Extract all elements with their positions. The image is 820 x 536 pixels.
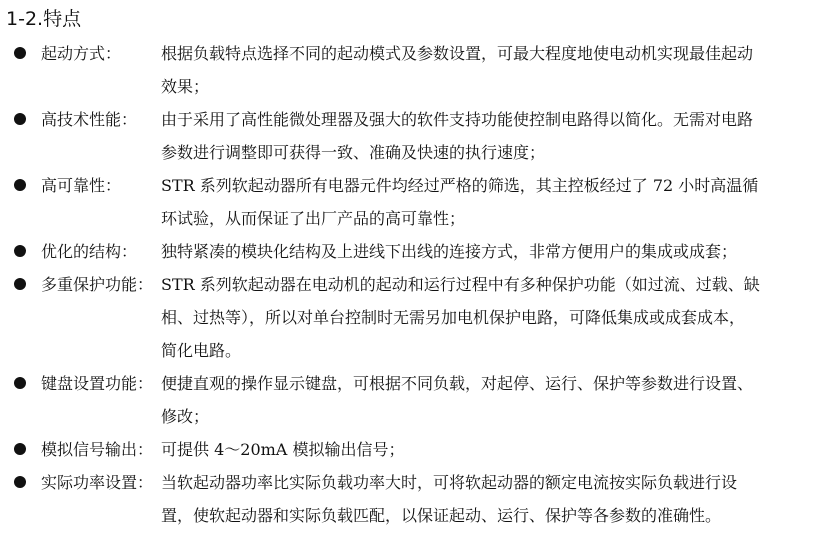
feature-description-line: 置，使软起动器和实际负载匹配，以保证起动、运行、保护等各参数的准确性。 — [161, 506, 722, 525]
feature-label: 多重保护功能： — [41, 275, 154, 294]
feature-description-line: 环试验，从而保证了出厂产品的高可靠性； — [161, 209, 466, 228]
feature-description-line: 可提供 4～20mA 模拟输出信号； — [161, 440, 405, 459]
feature-description — [161, 268, 811, 367]
feature-description-line: 便捷直观的操作显示键盘，可根据不同负载，对起停、运行、保护等参数进行设置、 — [161, 374, 754, 393]
feature-description — [161, 103, 811, 169]
feature-description — [161, 37, 811, 103]
feature-label: 实际功率设置： — [41, 473, 154, 492]
section-heading: 1-2.特点 — [6, 8, 82, 30]
bullet-icon — [14, 443, 26, 455]
feature-description-line: 简化电路。 — [161, 341, 242, 360]
feature-label: 键盘设置功能： — [41, 374, 154, 393]
feature-description-line: 当软起动器功率比实际负载功率大时，可将软起动器的额定电流按实际负载进行设 — [161, 473, 738, 492]
feature-description-line: STR 系列软起动器所有电器元件均经过严格的筛选，其主控板经过了 72 小时高温循 — [161, 176, 759, 195]
feature-description — [161, 433, 811, 466]
feature-label: 优化的结构： — [41, 242, 138, 261]
feature-description — [161, 466, 811, 532]
feature-description-line: 根据负载特点选择不同的起动模式及参数设置，可最大程度地使电动机实现最佳起动 — [161, 44, 754, 63]
feature-description — [161, 169, 811, 235]
feature-description-line: 相、过热等），所以对单台控制时无需另加电机保护电路，可降低集成或成套成本， — [161, 308, 746, 327]
feature-description-line: 效果； — [161, 77, 210, 96]
feature-label: 模拟信号输出： — [41, 440, 154, 459]
feature-description-line: STR 系列软起动器在电动机的起动和运行过程中有多种保护功能（如过流、过载、缺 — [161, 275, 760, 294]
bullet-icon — [14, 47, 26, 59]
feature-description-line: 修改； — [161, 407, 210, 426]
feature-description-line: 由于采用了高性能微处理器及强大的软件支持功能使控制电路得以简化。无需对电路 — [161, 110, 754, 129]
bullet-icon — [14, 179, 26, 191]
feature-label: 高可靠性： — [41, 176, 122, 195]
feature-label: 起动方式： — [41, 44, 122, 63]
feature-description-line: 独特紧凑的模块化结构及上进线下出线的连接方式，非常方便用户的集成或成套； — [161, 242, 738, 261]
bullet-icon — [14, 377, 26, 389]
bullet-icon — [14, 476, 26, 488]
feature-description — [161, 235, 811, 268]
bullet-icon — [14, 113, 26, 125]
bullet-icon — [14, 278, 26, 290]
feature-description — [161, 367, 811, 433]
feature-label: 高技术性能： — [41, 110, 138, 129]
bullet-icon — [14, 245, 26, 257]
feature-description-line: 参数进行调整即可获得一致、准确及快速的执行速度； — [161, 143, 546, 162]
